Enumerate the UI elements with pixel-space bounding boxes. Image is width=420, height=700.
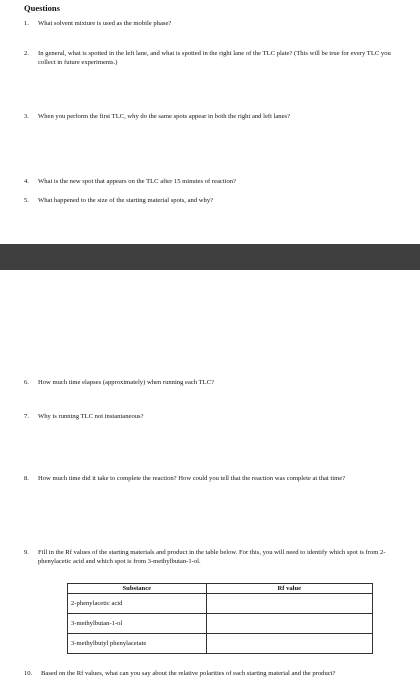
table-header-row bbox=[68, 584, 373, 594]
rf-value-cell[interactable] bbox=[206, 634, 372, 654]
question-number: 7. bbox=[24, 413, 29, 420]
question-number: 4. bbox=[24, 178, 29, 185]
question-4 bbox=[24, 177, 400, 186]
question-1 bbox=[24, 19, 400, 28]
question-text: Fill in the Rf values of the starting materials and product in the table below. For this, you will need to identify which spot is from 2-phenylacetic acid and which spot is from 3-methylbutan-1-ol. bbox=[38, 549, 386, 566]
question-text: What happened to the size of the starting material spots, and why? bbox=[38, 197, 214, 204]
question-number: 5. bbox=[24, 197, 29, 204]
question-number: 2. bbox=[24, 50, 29, 57]
rf-value-cell[interactable] bbox=[206, 594, 372, 614]
table-row bbox=[68, 614, 373, 634]
question-number: 3. bbox=[24, 113, 29, 120]
question-9 bbox=[24, 548, 400, 567]
question-8 bbox=[24, 474, 400, 483]
question-text: Based on the Rf values, what can you say about the relative polarities of each starting material and the product? bbox=[41, 670, 336, 677]
substance-cell: 3-methylbutyl phenylacetate bbox=[68, 634, 207, 654]
question-5 bbox=[24, 196, 400, 205]
question-3 bbox=[24, 112, 400, 121]
question-text: How much time did it take to complete the reaction? How could you tell that the reaction was complete at that time? bbox=[38, 475, 346, 482]
rf-values-table bbox=[67, 583, 373, 654]
question-text: Why is running TLC not instantaneous? bbox=[38, 413, 144, 420]
question-6 bbox=[24, 378, 400, 387]
question-number: 1. bbox=[24, 20, 29, 27]
column-header-substance: Substance bbox=[68, 584, 207, 594]
column-header-rf-value: Rf value bbox=[206, 584, 372, 594]
question-number: 8. bbox=[24, 475, 29, 482]
question-10 bbox=[24, 669, 400, 678]
question-text: In general, what is spotted in the left lane, and what is spotted in the right lane of the TLC plate? (This will be true for every TLC you collect in future experiments.) bbox=[38, 50, 391, 67]
question-number: 6. bbox=[24, 379, 29, 386]
page-divider bbox=[0, 244, 420, 270]
table-row bbox=[68, 634, 373, 654]
question-number: 9. bbox=[24, 549, 29, 556]
substance-cell: 2-phenylacetic acid bbox=[68, 594, 207, 614]
question-text: What is the new spot that appears on the TLC after 15 minutes of reaction? bbox=[38, 178, 236, 185]
question-2 bbox=[24, 49, 400, 68]
substance-cell: 3-methylbutan-1-ol bbox=[68, 614, 207, 634]
questions-heading: Questions bbox=[24, 3, 60, 13]
rf-value-cell[interactable] bbox=[206, 614, 372, 634]
table-row bbox=[68, 594, 373, 614]
question-number: 10. bbox=[24, 670, 33, 677]
question-7 bbox=[24, 412, 400, 421]
question-text: When you perform the first TLC, why do the same spots appear in both the right and left lanes? bbox=[38, 113, 291, 120]
question-text: How much time elapses (approximately) when running each TLC? bbox=[38, 379, 215, 386]
question-text: What solvent mixture is used as the mobile phase? bbox=[38, 20, 172, 27]
